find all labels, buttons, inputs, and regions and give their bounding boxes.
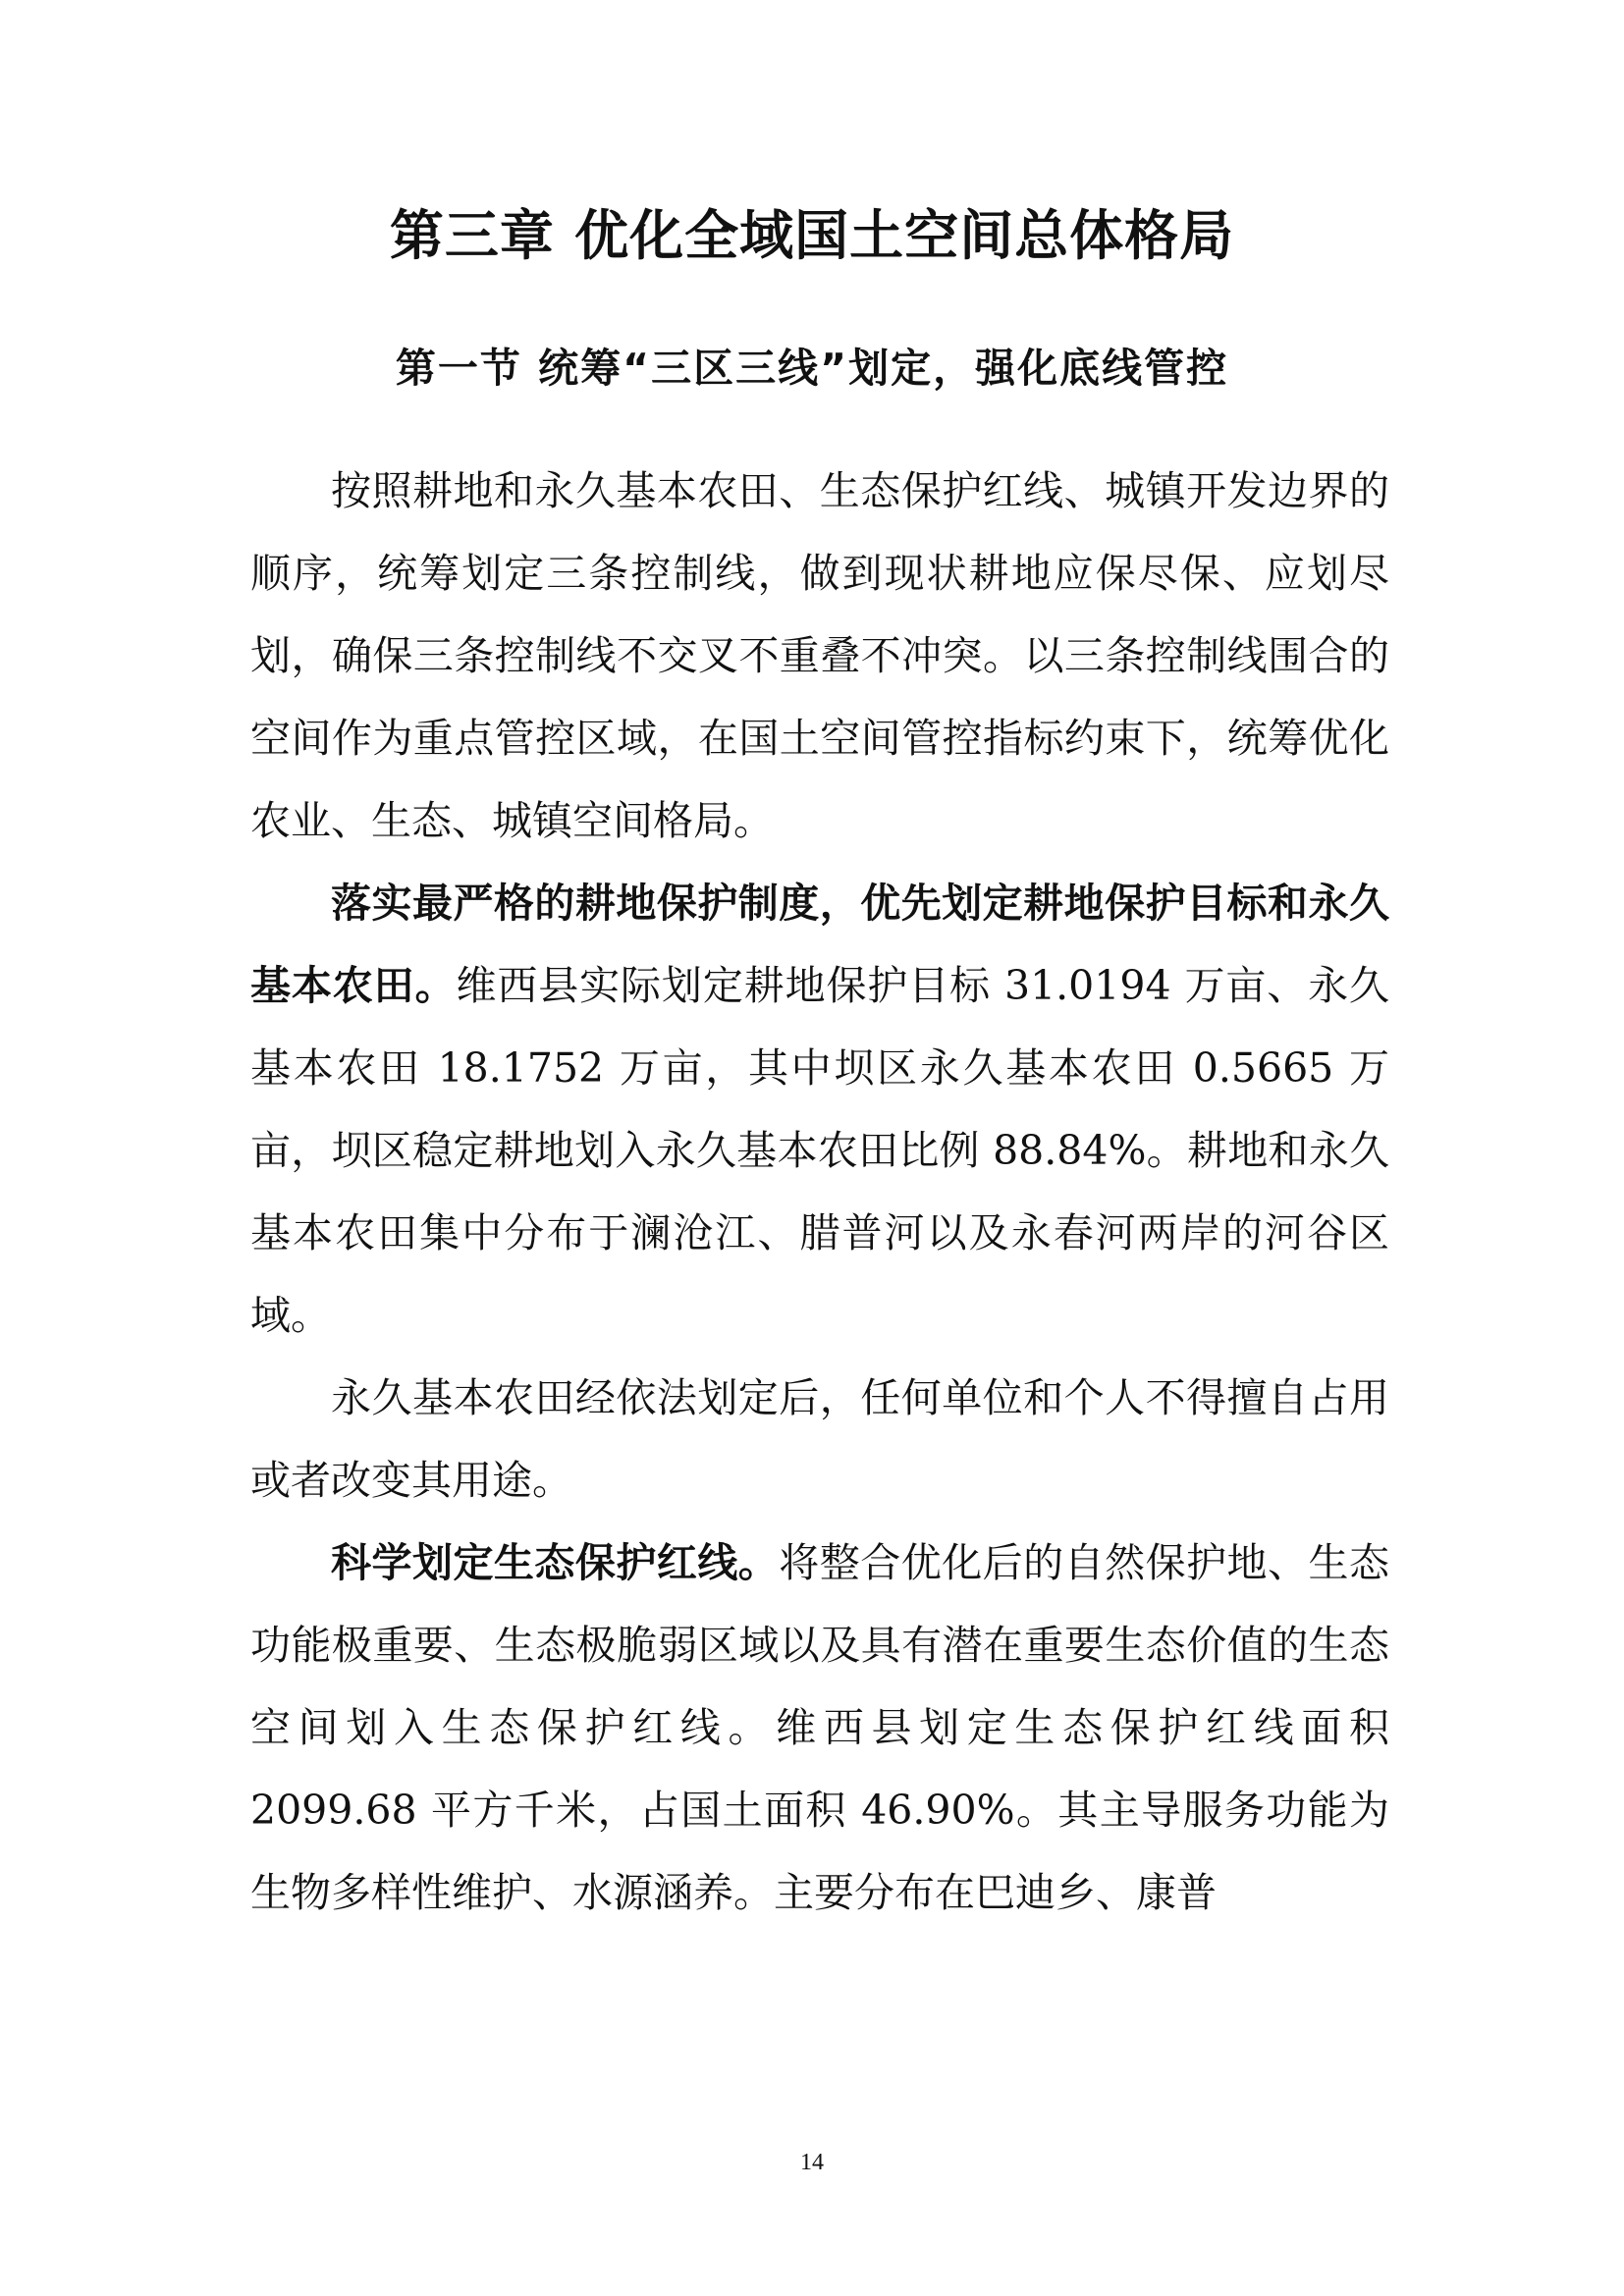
paragraph-4 [250,1522,1389,1934]
paragraph-2 [250,862,1389,1357]
body-text [250,450,1389,1934]
chapter-title: 第三章 优化全域国土空间总体格局 [389,204,1235,267]
paragraph-2-text: 维西县实际划定耕地保护目标 31.0194 万亩、永久基本农田 18.1752 万亩，其中坝区永久基本农田 0.5665 万亩，坝区稳定耕地划入永久基本农田比例 88.84%。耕地和永久基本农田集中分布于澜沧江、腊普河以及永春河两岸的河谷区域。 [250,962,1390,1339]
paragraph-3 [250,1357,1389,1522]
page-number: 14 [800,2150,824,2175]
paragraph-3-text: 永久基本农田经依法划定后，任何单位和个人不得擅自占用或者改变其用途。 [250,1374,1389,1504]
paragraph-1 [250,450,1389,862]
section-title: 第一节 统筹“三区三线”划定，强化底线管控 [395,345,1229,392]
paragraph-4-text: 将整合优化后的自然保护地、生态功能极重要、生态极脆弱区域以及具有潜在重要生态价值的生态空间划入生态保护红线。维西县划定生态保护红线面积 2099.68 平方千米，占国土面积 46.90%。其主导服务功能为生物多样性维护、水源涵养。主要分布在巴迪乡、康普 [250,1539,1389,1916]
paragraph-1-text: 按照耕地和永久基本农田、生态保护红线、城镇开发边界的顺序，统筹划定三条控制线，做到现状耕地应保尽保、应划尽划，确保三条控制线不交叉不重叠不冲突。以三条控制线围合的空间作为重点管控区域，在国土空间管控指标约束下，统筹优化农业、生态、城镇空间格局。 [250,467,1389,844]
paragraph-2-lead: 落实最严格的耕地保护制度，优先划定耕地保护目标和永久基本农田。 [250,880,1389,1009]
paragraph-4-lead: 科学划定生态保护红线。 [331,1539,780,1586]
